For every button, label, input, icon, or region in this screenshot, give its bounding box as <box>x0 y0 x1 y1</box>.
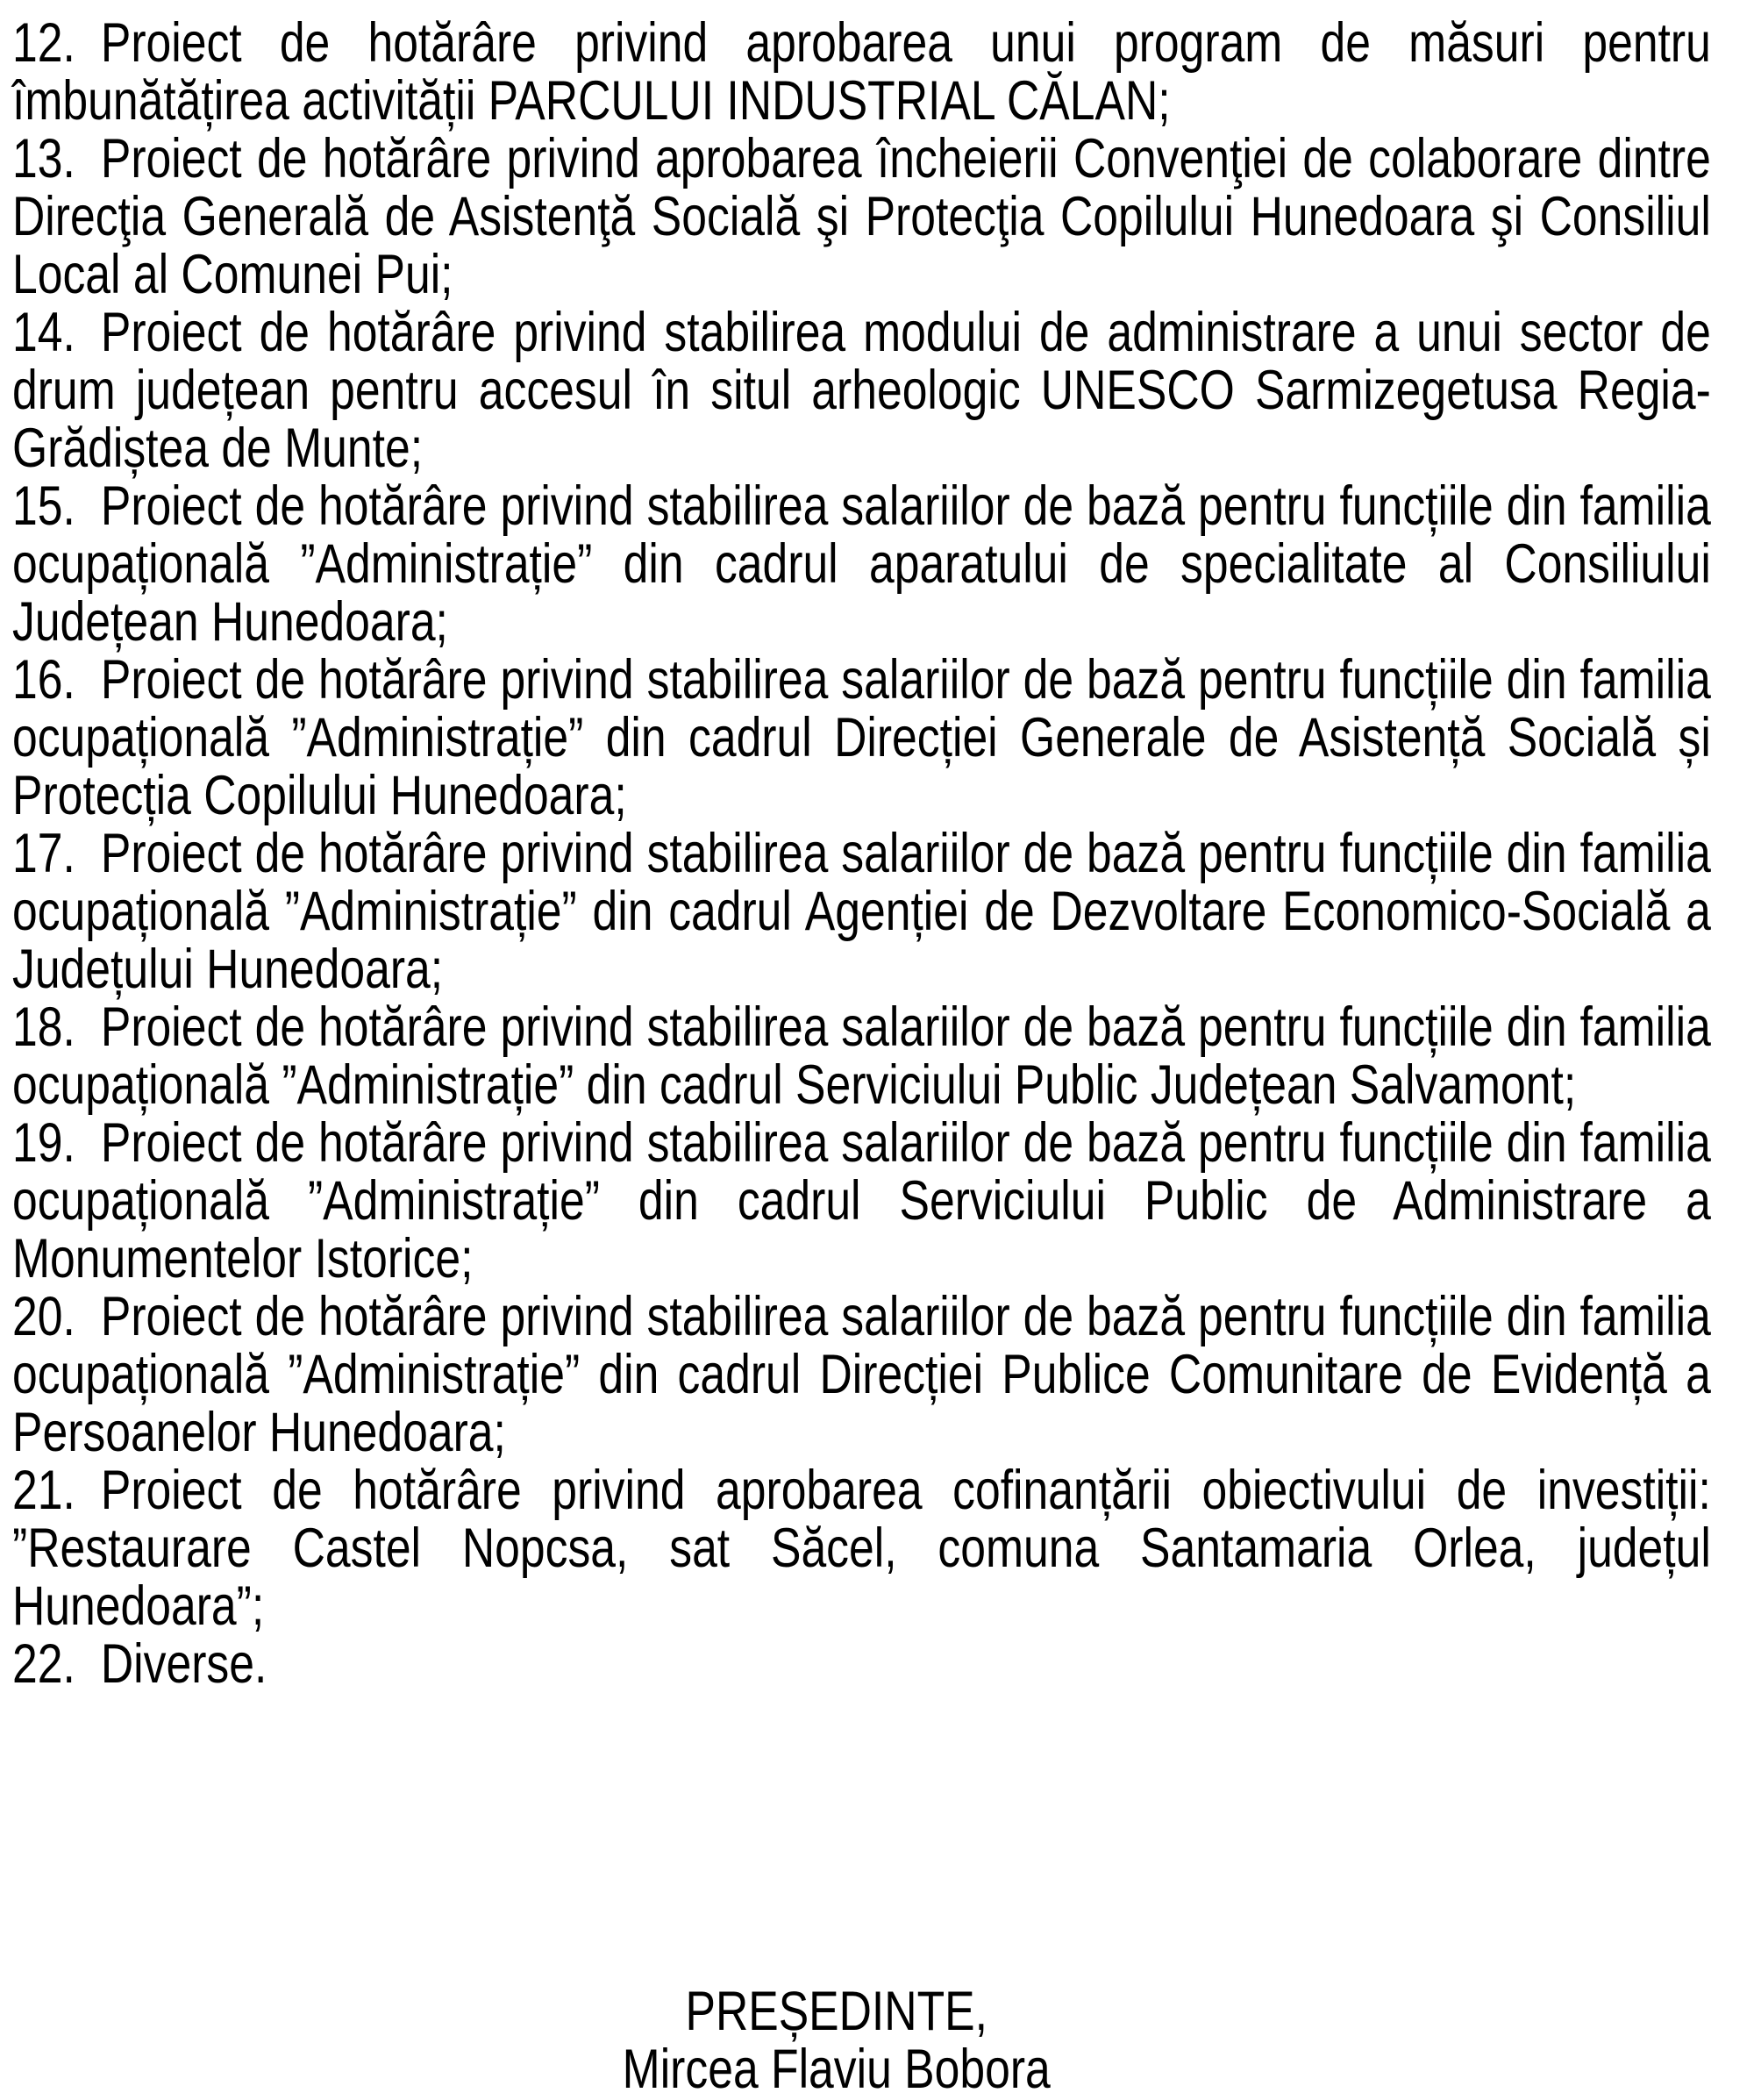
agenda-item-13 <box>12 130 1711 304</box>
signature-title: PREȘEDINTE, <box>685 1981 987 2042</box>
agenda-item-22 <box>12 1635 1711 1693</box>
agenda-item-17 <box>12 825 1711 998</box>
agenda-item-21 <box>12 1461 1711 1635</box>
item-text: Proiect de hotărâre privind stabilirea salariilor de bază pentru funcțiile din familia ocupațională ”Administrație” din cadrul Direcției Generale de Asistență Socială și Protecția Copilului Hunedoara; <box>12 649 1711 826</box>
agenda-item-18 <box>12 998 1711 1114</box>
item-text: Proiect de hotărâre privind stabilirea salariilor de bază pentru funcțiile din familia ocupațională ”Administrație” din cadrul aparatului de specialitate al Consiliului Județean Hunedoara; <box>12 475 1711 653</box>
signature-block <box>12 1982 1711 2098</box>
item-text: Proiect de hotărâre privind stabilirea salariilor de bază pentru funcțiile din familia ocupațională ”Administrație” din cadrul Serviciului Public de Administrare a Monumentelor Istorice; <box>12 1112 1711 1289</box>
item-number: 21. <box>12 1460 75 1521</box>
signature-name: Mircea Flaviu Bobora <box>622 2039 1051 2100</box>
agenda-list <box>12 14 1711 2098</box>
agenda-item-15 <box>12 477 1711 651</box>
item-number: 19. <box>12 1112 75 1174</box>
item-number: 17. <box>12 823 75 884</box>
item-text: Proiect de hotărâre privind aprobarea cofinanțării obiectivului de investiții: ”Restaurare Castel Nopcsa, sat Săcel, comuna Santamaria Orlea, județul Hunedoara”; <box>12 1460 1711 1637</box>
item-number: 16. <box>12 649 75 711</box>
agenda-item-16 <box>12 651 1711 825</box>
item-text: Proiect de hotărâre privind stabilirea salariilor de bază pentru funcțiile din familia ocupațională ”Administrație” din cadrul Agenției de Dezvoltare Economico-Socială a Județului Hunedoara; <box>12 823 1711 1000</box>
agenda-item-19 <box>12 1114 1711 1288</box>
item-number: 14. <box>12 302 75 363</box>
item-text: Diverse. <box>100 1633 267 1695</box>
item-number: 15. <box>12 475 75 537</box>
item-number: 18. <box>12 996 75 1058</box>
item-number: 20. <box>12 1286 75 1347</box>
agenda-item-12 <box>12 14 1711 130</box>
item-text: Proiect de hotărâre privind aprobarea încheierii Convenţiei de colaborare dintre Direcţia Generală de Asistenţă Socială şi Protecţia Copilului Hunedoara şi Consiliul Local al Comunei Pui; <box>12 128 1711 305</box>
item-text: Proiect de hotărâre privind stabilirea modului de administrare a unui sector de drum județean pentru accesul în situl arheologic UNESCO Sarmizegetusa Regia-Grădiștea de Munte; <box>12 302 1711 479</box>
agenda-item-20 <box>12 1288 1711 1461</box>
item-number: 22. <box>12 1633 75 1695</box>
item-text: Proiect de hotărâre privind stabilirea salariilor de bază pentru funcțiile din familia ocupațională ”Administrație” din cadrul Serviciului Public Județean Salvamont; <box>12 996 1711 1116</box>
agenda-item-14 <box>12 304 1711 477</box>
item-text: Proiect de hotărâre privind aprobarea unui program de măsuri pentru îmbunătățirea activității PARCULUI INDUSTRIAL CĂLAN; <box>12 12 1711 132</box>
item-text: Proiect de hotărâre privind stabilirea salariilor de bază pentru funcțiile din familia ocupațională ”Administrație” din cadrul Direcției Publice Comunitare de Evidență a Persoanelor Hunedoara; <box>12 1286 1711 1463</box>
item-number: 12. <box>12 12 75 74</box>
item-number: 13. <box>12 128 75 189</box>
